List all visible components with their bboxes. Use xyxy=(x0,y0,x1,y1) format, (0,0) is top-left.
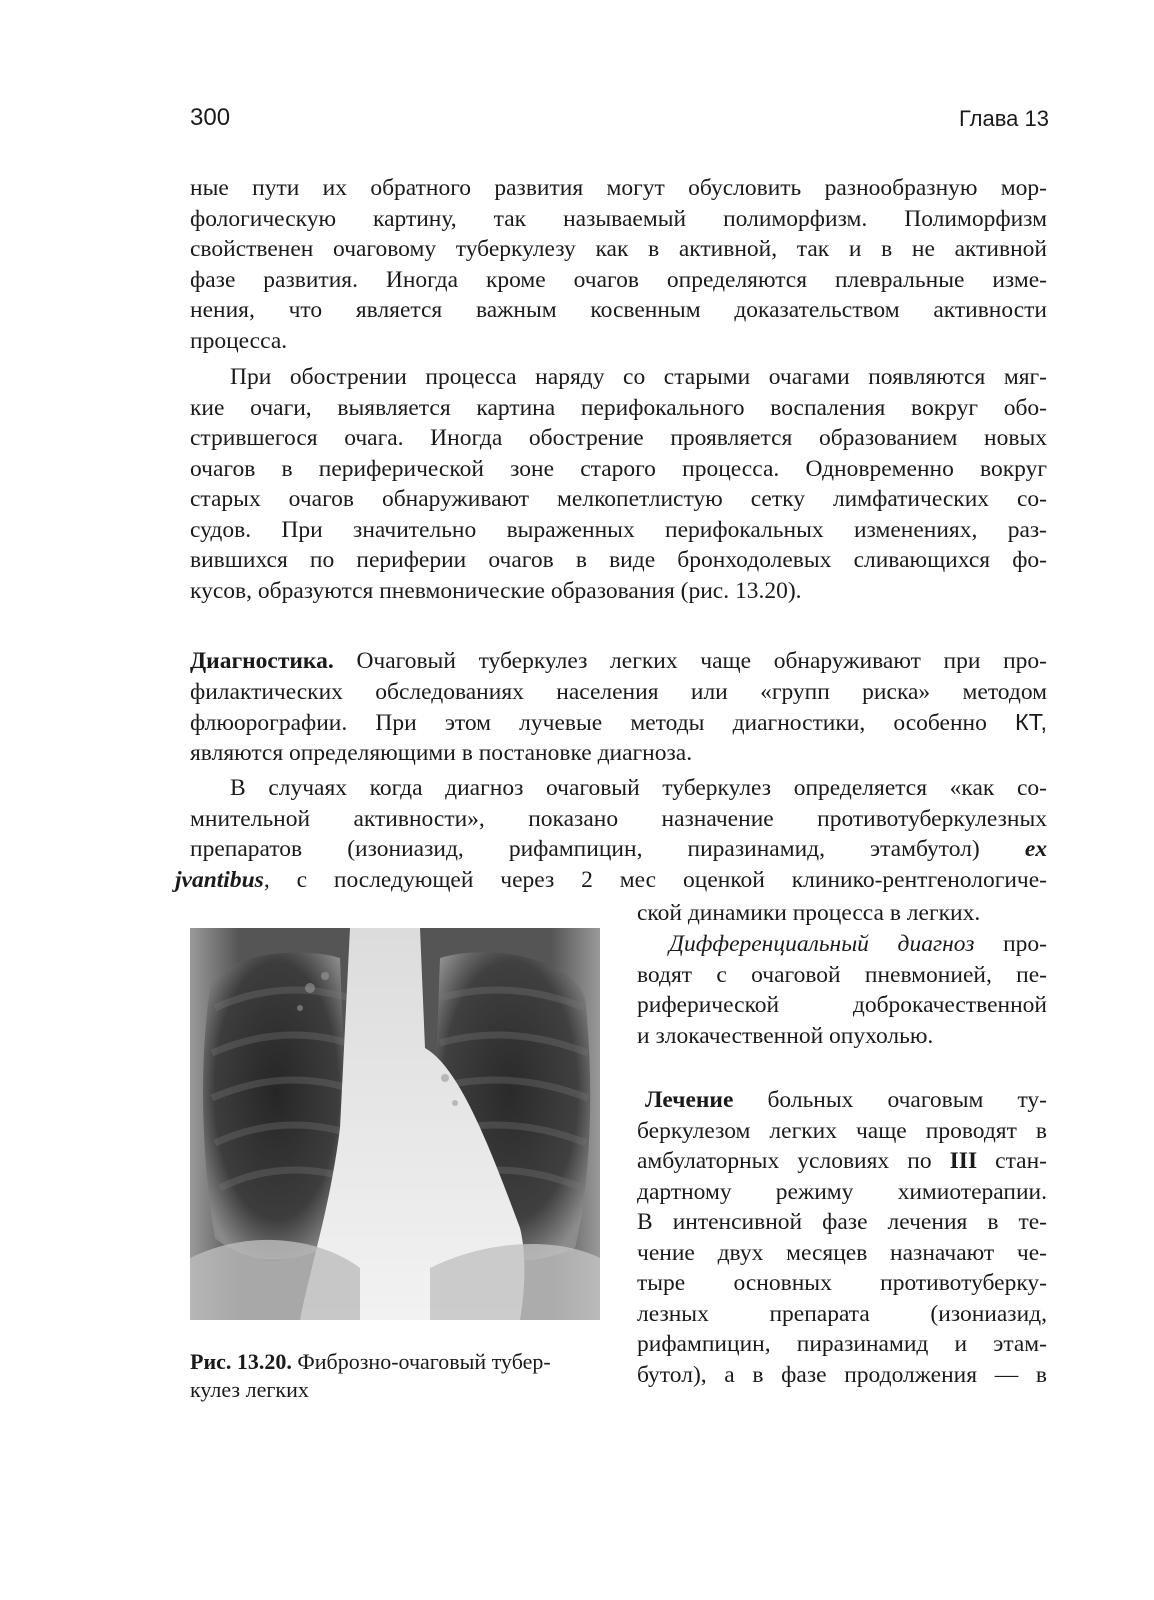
text-line: В интенсивной фазе лечения в те- xyxy=(637,1209,1047,1235)
text-line: , с последующей через 2 мес оценкой клинико-рентгенологиче- xyxy=(263,866,1047,893)
text-line: ской динамики процесса в легких. xyxy=(637,900,981,926)
term-diagnostics: Диагностика. xyxy=(190,648,334,674)
text-line: водят с очаговой пневмонией, пе- xyxy=(637,961,1047,988)
text-line: процесса. xyxy=(190,327,288,354)
term-differential: Дифференциальный диагноз xyxy=(669,931,975,957)
text-line: амбулаторных условиях по xyxy=(637,1148,932,1174)
text-line: беркулезом легких чаще проводят в xyxy=(637,1117,1047,1144)
text-line: мнительной активности», показано назначение противотуберкулезных xyxy=(190,805,1047,832)
figure-caption xyxy=(190,1348,605,1404)
text-line: тыре основных противотуберку- xyxy=(637,1270,1047,1296)
caption-text: Фиброзно-очаговый тубер- xyxy=(297,1349,551,1374)
latin-jvantibus: jvantibus xyxy=(175,866,264,893)
text-line: риферической доброкачественной xyxy=(637,992,1047,1018)
text-line: лезных препарата (изониазид, xyxy=(637,1300,1047,1327)
text-line: Очаговый туберкулез легких чаще обнаруживают при про- xyxy=(356,648,1048,674)
paragraph-ex-juvantibus xyxy=(175,773,1047,895)
text-line: старых очагов обнаруживают мелкопетлистую сетку лимфатических со- xyxy=(190,486,1047,512)
roman-numeral: III xyxy=(949,1148,978,1174)
text-line: стрившегося очага. Иногда обострение проявляется образованием новых xyxy=(190,425,1047,451)
text-line: и злокачественной опухолью. xyxy=(637,1022,934,1049)
paragraph-2 xyxy=(190,362,1047,606)
text-line: бутол), а в фазе продолжения — в xyxy=(637,1361,1047,1388)
text-line: дартному режиму химиотерапии. xyxy=(637,1178,1047,1205)
text-line: флюорографии. При этом лучевые методы диагностики, особенно xyxy=(190,710,987,736)
text-line: про- xyxy=(1003,931,1047,957)
text-line: рифампицин, пиразинамид и этам- xyxy=(637,1331,1047,1357)
text-line: кусов, образуются пневмонические образования (рис. 13.20). xyxy=(190,577,802,604)
text-line: В случаях когда диагноз очаговый туберкулез определяется «как со- xyxy=(230,775,1047,801)
text-line: ные пути их обратного развития могут обусловить разнообразную мор- xyxy=(190,175,1047,201)
text-line: кие очаги, выявляется картина перифокального воспаления вокруг обо- xyxy=(190,394,1047,421)
text-line: больных очаговым ту- xyxy=(767,1087,1047,1113)
figure-label: Рис. 13.20. xyxy=(190,1349,292,1374)
latin-ex: ex xyxy=(1024,836,1047,862)
chapter-title: Глава 13 xyxy=(958,106,1049,131)
text-line: судов. При значительно выраженных перифокальных изменениях, раз- xyxy=(190,516,1047,543)
caption-text: кулез легких xyxy=(190,1377,309,1402)
text-line: являются определяющими в постановке диагноза. xyxy=(190,739,693,766)
text-line: препаратов (изониазид, рифампицин, пиразинамид, этамбутол) xyxy=(190,836,980,862)
text-line: свойственен очаговому туберкулезу как в активной, так и в не активной xyxy=(190,236,1047,262)
text-line: стан- xyxy=(995,1148,1047,1174)
term-treatment: Лечение xyxy=(645,1087,734,1113)
chest-xray-image xyxy=(190,928,600,1320)
paragraph-diagnostics xyxy=(190,646,1047,768)
paragraph-ex-juvantibus-end xyxy=(637,898,1047,929)
text-line: очагов в периферической зоне старого процесса. Одновременно вокруг xyxy=(190,455,1047,482)
text-line: вившихся по периферии очагов в виде бронходолевых сливающихся фо- xyxy=(190,547,1047,573)
text-line: нения, что является важным косвенным доказательством активности xyxy=(190,297,1047,323)
paragraph-differential xyxy=(637,929,1047,1051)
text-line: фазе развития. Иногда кроме очагов определяются плевральные изме- xyxy=(190,266,1047,293)
text-line: фологическую картину, так называемый полиморфизм. Полиморфизм xyxy=(190,205,1047,232)
text-line: чение двух месяцев назначают че- xyxy=(637,1239,1047,1266)
text-line: филактических обследованиях населения или «групп риска» методом xyxy=(190,678,1047,705)
paragraph-treatment xyxy=(637,1085,1047,1390)
paragraph-1 xyxy=(190,173,1047,356)
text-line: При обострении процесса наряду со старыми очагами появляются мяг- xyxy=(230,364,1047,390)
page-number: 300 xyxy=(190,104,231,131)
kt-abbrev: КТ, xyxy=(1015,709,1047,735)
